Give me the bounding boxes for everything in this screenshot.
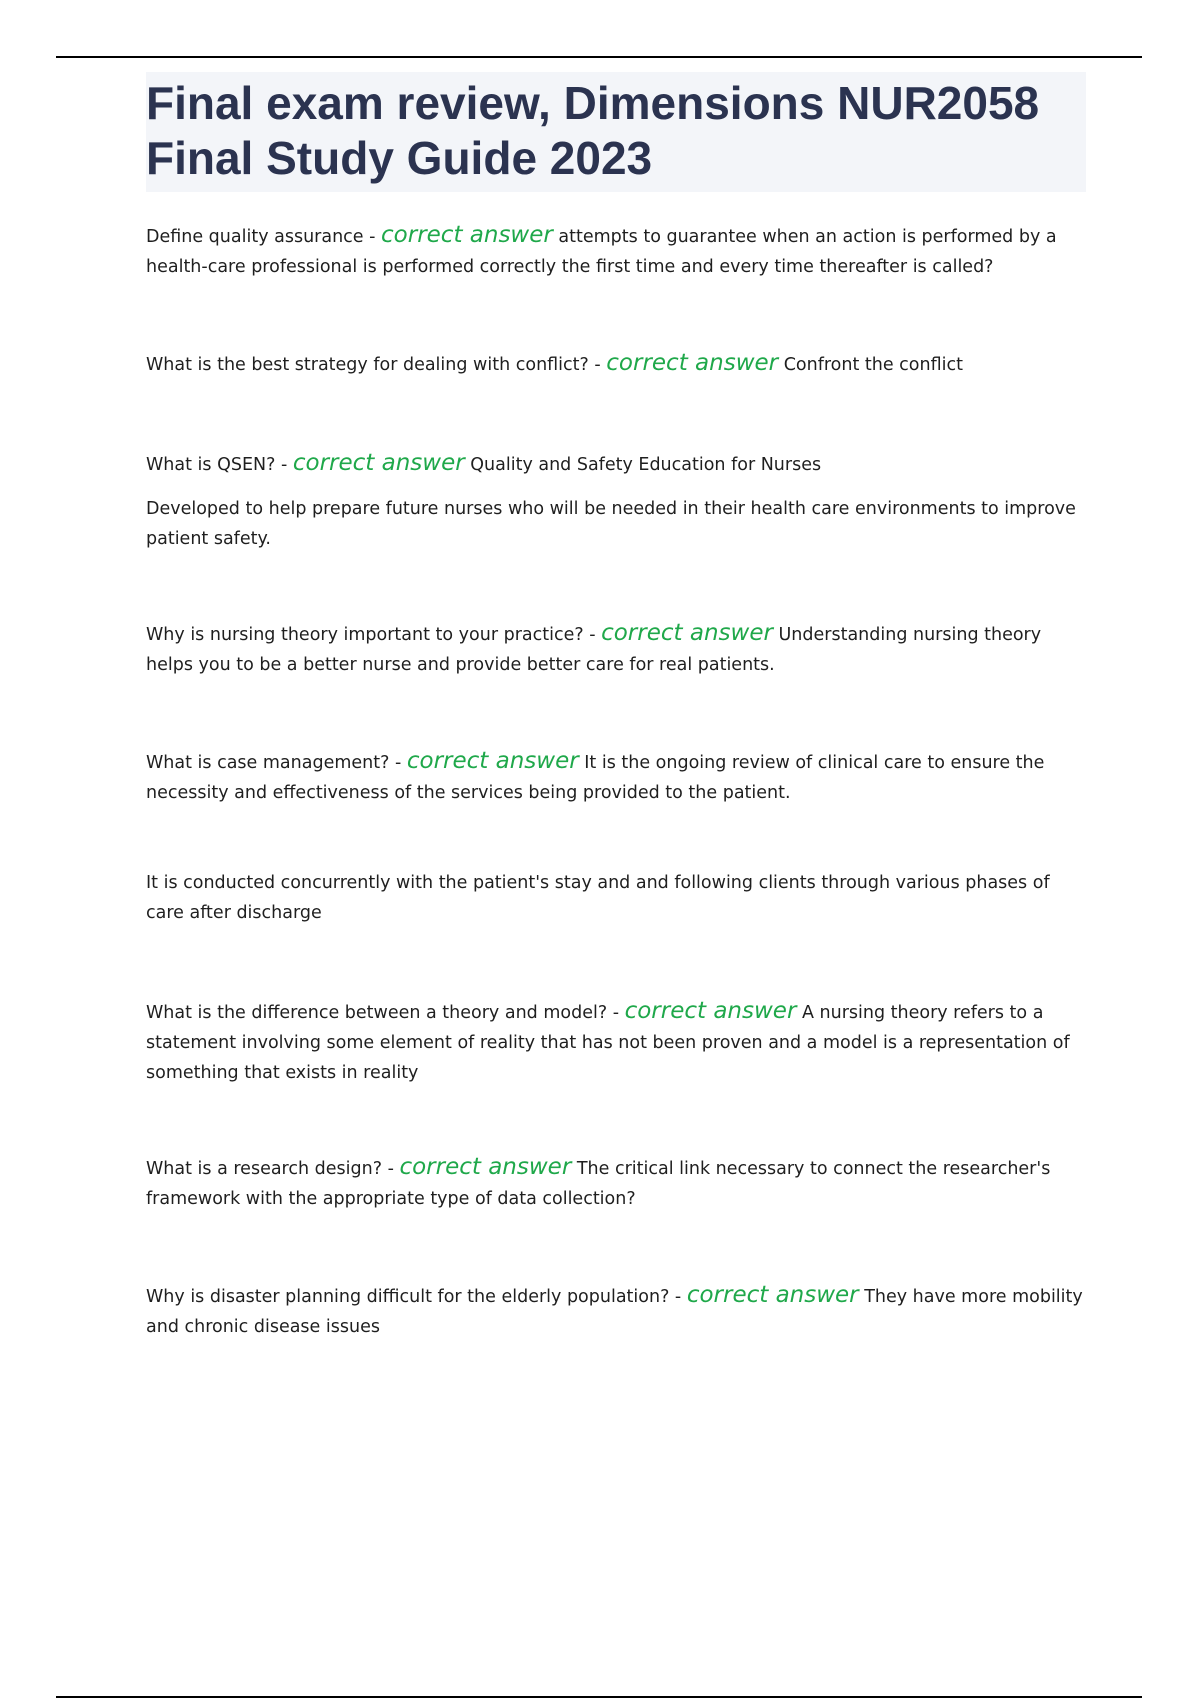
separator: - bbox=[389, 753, 407, 773]
answer-text: Understanding nursing theory helps you to be a better nurse and provide better care for real patients. bbox=[146, 625, 1042, 675]
answer-detail: Developed to help prepare future nurses who will be needed in their health care environments to improve patient safety. bbox=[146, 499, 1076, 549]
separator: - bbox=[669, 1287, 687, 1307]
correct-answer-label: correct answer bbox=[381, 222, 553, 248]
document-title: Final exam review, Dimensions NUR2058 Final Study Guide 2023 bbox=[146, 77, 1040, 184]
separator: - bbox=[275, 455, 293, 475]
answer-text: They have more mobility and chronic disease issues bbox=[146, 1287, 1083, 1337]
answer-text: It is the ongoing review of clinical care to ensure the necessity and effectiveness of the services being provided to the patient. bbox=[146, 753, 1045, 803]
qa-item bbox=[146, 448, 1086, 480]
document-body bbox=[146, 72, 1086, 1342]
answer-text: The critical link necessary to connect the researcher's framework with the appropriate type of data collection? bbox=[146, 1159, 1051, 1209]
correct-answer-label: correct answer bbox=[686, 1282, 859, 1308]
correct-answer-label: correct answer bbox=[624, 998, 797, 1024]
question-text: Define quality assurance bbox=[146, 227, 364, 247]
correct-answer-label: correct answer bbox=[406, 748, 579, 774]
qa-item bbox=[146, 1152, 1086, 1214]
qa-item bbox=[146, 618, 1086, 680]
question-text: What is the difference between a theory and model? bbox=[146, 1003, 608, 1023]
qa-item bbox=[146, 996, 1086, 1088]
qa-item bbox=[146, 348, 1086, 380]
question-text: What is QSEN? bbox=[146, 455, 276, 475]
separator: - bbox=[382, 1159, 400, 1179]
answer-text: A nursing theory refers to a statement involving some element of reality that has not been proven and a model is a representation of something that exists in reality bbox=[146, 1003, 1070, 1083]
qa-item bbox=[146, 746, 1086, 808]
separator: - bbox=[583, 625, 602, 645]
question-text: What is case management? bbox=[146, 753, 390, 773]
qa-item bbox=[146, 1280, 1086, 1342]
question-text: What is the best strategy for dealing with conflict? bbox=[146, 355, 589, 375]
correct-answer-label: correct answer bbox=[292, 450, 465, 476]
question-text: Why is nursing theory important to your practice? bbox=[146, 625, 584, 645]
question-text: What is a research design? bbox=[146, 1159, 382, 1179]
separator: - bbox=[607, 1003, 625, 1023]
title-box bbox=[146, 72, 1086, 192]
question-text: Why is disaster planning difficult for the elderly population? bbox=[146, 1287, 670, 1307]
correct-answer-label: correct answer bbox=[606, 350, 779, 376]
correct-answer-label: correct answer bbox=[601, 620, 773, 646]
bottom-rule bbox=[56, 1696, 1142, 1698]
separator: - bbox=[363, 227, 382, 247]
top-rule bbox=[56, 56, 1142, 58]
answer-detail: It is conducted concurrently with the patient's stay and and following clients through various phases of care after discharge bbox=[146, 873, 1050, 923]
qa-item bbox=[146, 220, 1086, 282]
answer-text: attempts to guarantee when an action is performed by a health-care professional is performed correctly the first time and every time thereafter is called? bbox=[146, 227, 1057, 277]
correct-answer-label: correct answer bbox=[399, 1154, 572, 1180]
answer-text: Quality and Safety Education for Nurses bbox=[470, 455, 822, 475]
separator: - bbox=[588, 355, 607, 375]
answer-text: Confront the conflict bbox=[783, 355, 963, 375]
